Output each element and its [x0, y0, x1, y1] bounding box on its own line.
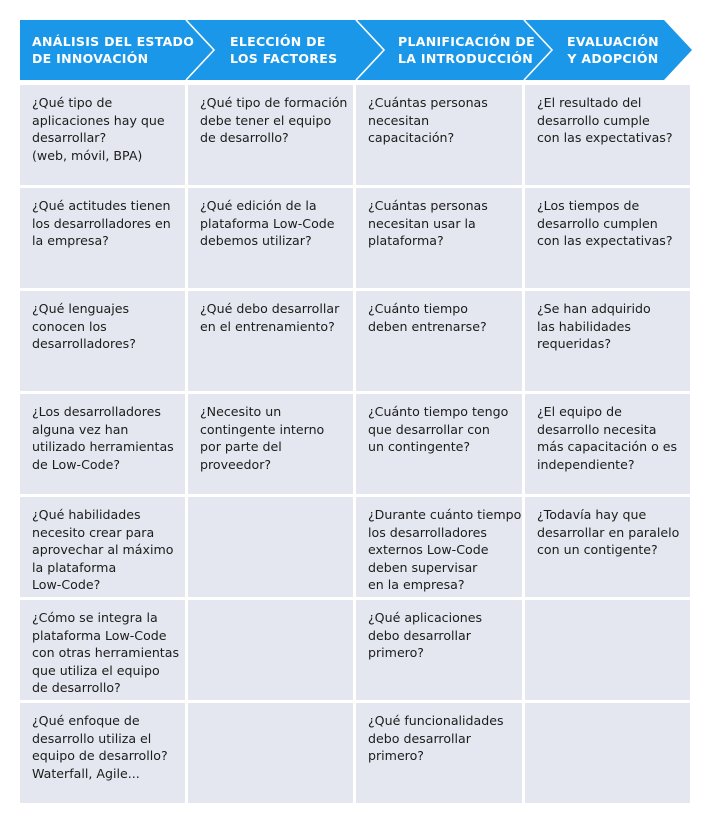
step-evaluacion-line-1: EVALUACIÓN [567, 34, 659, 49]
question-cell-eleccion-3 [188, 291, 353, 391]
question-text-line: debemos utilizar? [200, 233, 312, 248]
question-cell-analisis-6 [20, 600, 185, 700]
question-text-line: ¿El equipo de [537, 404, 622, 419]
question-cell-eleccion-6 [188, 600, 353, 700]
question-cell-analisis-1 [20, 85, 185, 185]
question-text-line: ¿Necesito un [200, 404, 282, 419]
question-text-line: ¿El resultado del [537, 95, 642, 110]
question-text-line: alguna vez han [32, 421, 129, 437]
question-text-line: Waterfall, Agile... [32, 765, 140, 781]
question-text-line: con las expectativas? [537, 233, 673, 248]
question-text-line: de desarrollo? [32, 680, 121, 695]
step-analisis-line-2: DE INNOVACIÓN [32, 51, 149, 66]
question-text-line: Low-Code? [32, 577, 101, 592]
question-cell-evaluacion-5 [525, 497, 690, 597]
step-planificacion-line-2: LA INTRODUCCIÓN [398, 51, 533, 66]
step-eleccion-line-1: ELECCIÓN DE [230, 34, 326, 49]
question-text-line: ¿Qué actitudes tienen [32, 198, 171, 213]
question-text-line: con las expectativas? [537, 130, 673, 145]
question-text-line: ¿Qué enfoque de [32, 713, 140, 728]
question-text-line: desarrollo utiliza el [32, 730, 152, 746]
question-cell-eleccion-5 [188, 497, 353, 597]
question-cell-analisis-3 [20, 291, 185, 391]
question-text-line: la empresa? [32, 233, 109, 248]
question-text-line: ¿Cómo se integra la [32, 610, 158, 625]
process-header [20, 20, 692, 80]
question-cell-planificacion-6 [356, 600, 522, 700]
question-text-line: ¿Qué habilidades [32, 507, 141, 522]
question-cell-planificacion-2 [356, 188, 522, 288]
question-text-line: necesitan usar la [368, 215, 476, 231]
question-cell-evaluacion-3 [525, 291, 690, 391]
question-text-line: ¿Qué debo desarrollar [200, 301, 340, 316]
question-text-line: necesito crear para [32, 524, 155, 540]
question-text-line: la plataforma [32, 559, 117, 575]
question-cell-analisis-5 [20, 497, 185, 597]
question-text-line: ¿Qué lenguajes [32, 301, 130, 316]
question-text-line: primero? [368, 748, 424, 763]
question-text-line: por parte del [200, 439, 282, 454]
question-text-line: utilizado herramientas [32, 439, 174, 454]
question-cell-evaluacion-1 [525, 85, 690, 185]
question-text-line: debe tener el equipo [200, 112, 332, 128]
question-cell-planificacion-1 [356, 85, 522, 185]
question-text-line: aprovechar al máximo [32, 542, 174, 557]
question-text-line: plataforma Low-Code [200, 215, 335, 231]
question-text-line: debo desarrollar [368, 730, 471, 746]
step-analisis [32, 20, 194, 80]
question-text-line: desarrollar? [32, 130, 107, 145]
question-text-line: los desarrolladores en [32, 215, 171, 231]
question-cell-planificacion-3 [356, 291, 522, 391]
question-text-line: desarrollar en paralelo [537, 524, 680, 540]
question-cell-evaluacion-4 [525, 394, 690, 494]
question-text-line: deben supervisar [368, 559, 478, 575]
question-cell-analisis-2 [20, 188, 185, 288]
question-text-line: externos Low-Code [368, 542, 489, 557]
question-cell-evaluacion-6 [525, 600, 690, 700]
question-text-line: que utiliza el equipo [32, 662, 160, 678]
question-text-line: con un contigente? [537, 542, 658, 557]
question-cell-planificacion-5 [356, 497, 522, 597]
question-text-line: deben entrenarse? [368, 318, 487, 334]
question-text-line: proveedor? [200, 456, 272, 472]
question-text-line: ¿Qué edición de la [200, 198, 317, 213]
question-text-line: conocen los [32, 318, 107, 334]
question-cell-analisis-7 [20, 703, 185, 803]
question-text-line: con otras herramientas [32, 645, 180, 660]
question-text-line: ¿Qué tipo de formación [200, 95, 348, 110]
question-text-line: en el entrenamiento? [200, 318, 335, 334]
question-text-line: que desarrollar con [368, 421, 490, 437]
question-text-line: ¿Todavía hay que [537, 507, 647, 522]
question-cell-analisis-4 [20, 394, 185, 494]
question-text-line: contingente interno [200, 421, 325, 437]
step-planificacion [398, 20, 535, 80]
question-cell-evaluacion-2 [525, 188, 690, 288]
step-planificacion-line-1: PLANIFICACIÓN DE [398, 34, 535, 49]
question-text-line: ¿Los desarrolladores [32, 404, 161, 419]
question-text-line: los desarrolladores [368, 524, 487, 540]
step-evaluacion [567, 20, 659, 80]
question-text-line: un contingente? [368, 439, 471, 454]
question-text-line: ¿Cuánto tiempo tengo [368, 404, 509, 419]
question-text-line: primero? [368, 645, 424, 660]
question-text-line: desarrollo cumple [537, 112, 650, 128]
question-text-line: ¿Qué aplicaciones [368, 610, 483, 625]
question-text-line: desarrollo cumplen [537, 215, 658, 231]
question-text-line: plataforma Low-Code [32, 627, 167, 643]
question-cell-eleccion-7 [188, 703, 353, 803]
step-eleccion-line-2: LOS FACTORES [230, 51, 338, 66]
question-text-line: necesitan [368, 112, 430, 128]
question-text-line: equipo de desarrollo? [32, 748, 168, 763]
question-text-line: ¿Los tiempos de [537, 198, 640, 213]
question-text-line: ¿Cuántas personas [368, 95, 488, 110]
question-text-line: plataforma? [368, 233, 444, 248]
step-eleccion [230, 20, 337, 80]
question-text-line: capacitación? [368, 130, 455, 145]
question-text-line: ¿Se han adquirido [537, 301, 651, 316]
question-text-line: las habilidades [537, 318, 631, 334]
step-evaluacion-line-2: Y ADOPCIÓN [567, 51, 659, 66]
question-text-line: ¿Cuántas personas [368, 198, 488, 213]
question-cell-eleccion-1 [188, 85, 353, 185]
question-cell-eleccion-2 [188, 188, 353, 288]
question-text-line: ¿Qué tipo de [32, 95, 113, 110]
question-text-line: ¿Cuánto tiempo [368, 301, 468, 316]
question-text-line: ¿Qué funcionalidades [368, 713, 504, 728]
question-text-line: de desarrollo? [200, 130, 289, 145]
question-cell-planificacion-4 [356, 394, 522, 494]
question-cell-evaluacion-7 [525, 703, 690, 803]
question-text-line: aplicaciones hay que [32, 112, 165, 128]
question-text-line: desarrollo necesita [537, 421, 657, 437]
question-text-line: desarrolladores? [32, 336, 136, 351]
question-cell-planificacion-7 [356, 703, 522, 803]
question-text-line: independiente? [537, 456, 635, 472]
question-text-line: más capacitación o es [537, 439, 678, 454]
question-text-line: ¿Durante cuánto tiempo [368, 507, 522, 522]
step-analisis-line-1: ANÁLISIS DEL ESTADO [32, 34, 195, 49]
question-text-line: requeridas? [537, 336, 612, 351]
question-text-line: en la empresa? [368, 577, 465, 592]
question-text-line: de Low-Code? [32, 456, 121, 472]
question-cell-eleccion-4 [188, 394, 353, 494]
question-text-line: (web, móvil, BPA) [32, 147, 143, 163]
question-text-line: debo desarrollar [368, 627, 471, 643]
